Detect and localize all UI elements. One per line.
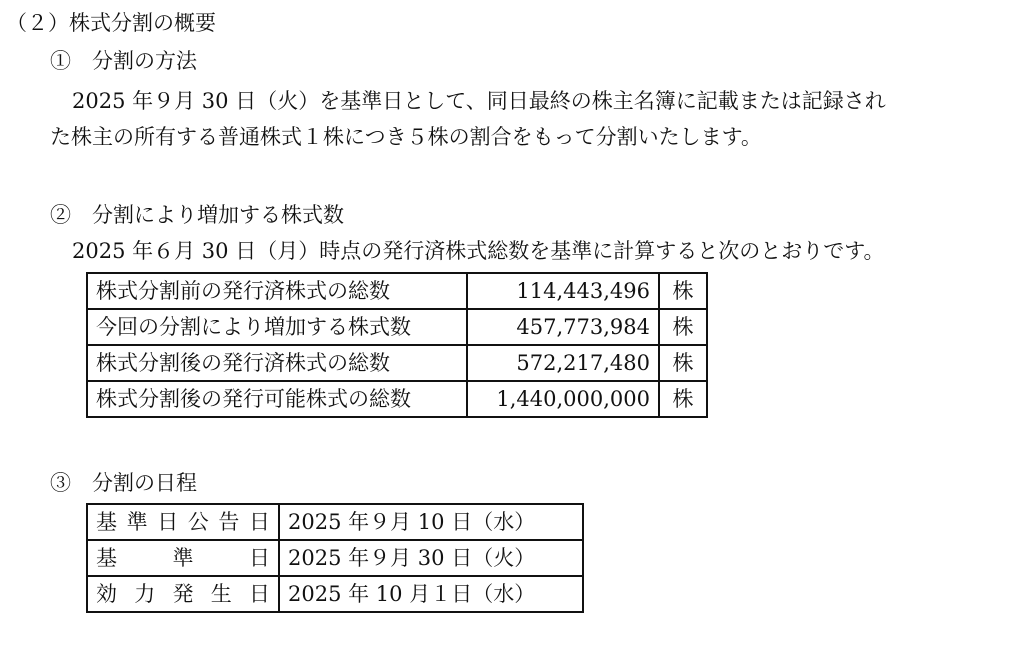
table-row [87, 381, 707, 417]
row-unit: 株 [659, 345, 707, 381]
table-row [87, 309, 707, 345]
schedule-date: 2025 年 10 月１日（水） [279, 576, 583, 612]
table-row [87, 504, 583, 540]
schedule-heading: ③ 分割の日程 [50, 471, 197, 495]
method-paragraph-line-1: 2025 年９月 30 日（火）を基準日として、同日最終の株主名簿に記載または記録され [72, 89, 886, 113]
table-row [87, 576, 583, 612]
shares-table [86, 272, 708, 418]
schedule-label: 効力発生日 [87, 576, 279, 612]
row-unit: 株 [659, 309, 707, 345]
schedule-table [86, 503, 584, 613]
schedule-date: 2025 年９月 10 日（水） [279, 504, 583, 540]
schedule-label: 基準日 [87, 540, 279, 576]
schedule-label: 基準日公告日 [87, 504, 279, 540]
table-row [87, 273, 707, 309]
row-value: 1,440,000,000 [467, 381, 659, 417]
schedule-date: 2025 年９月 30 日（火） [279, 540, 583, 576]
row-label: 株式分割後の発行可能株式の総数 [87, 381, 467, 417]
row-unit: 株 [659, 381, 707, 417]
row-label: 株式分割後の発行済株式の総数 [87, 345, 467, 381]
table-row [87, 345, 707, 381]
row-unit: 株 [659, 273, 707, 309]
row-value: 572,217,480 [467, 345, 659, 381]
row-value: 457,773,984 [467, 309, 659, 345]
method-paragraph-line-2: た株主の所有する普通株式１株につき５株の割合をもって分割いたします。 [50, 125, 762, 149]
row-label: 今回の分割により増加する株式数 [87, 309, 467, 345]
section-heading: （２）株式分割の概要 [6, 11, 216, 35]
increase-intro: 2025 年６月 30 日（月）時点の発行済株式総数を基準に計算すると次のとおりです。 [72, 239, 885, 263]
table-row [87, 540, 583, 576]
row-label: 株式分割前の発行済株式の総数 [87, 273, 467, 309]
method-heading: ① 分割の方法 [50, 49, 197, 73]
increase-heading: ② 分割により増加する株式数 [50, 203, 344, 227]
row-value: 114,443,496 [467, 273, 659, 309]
